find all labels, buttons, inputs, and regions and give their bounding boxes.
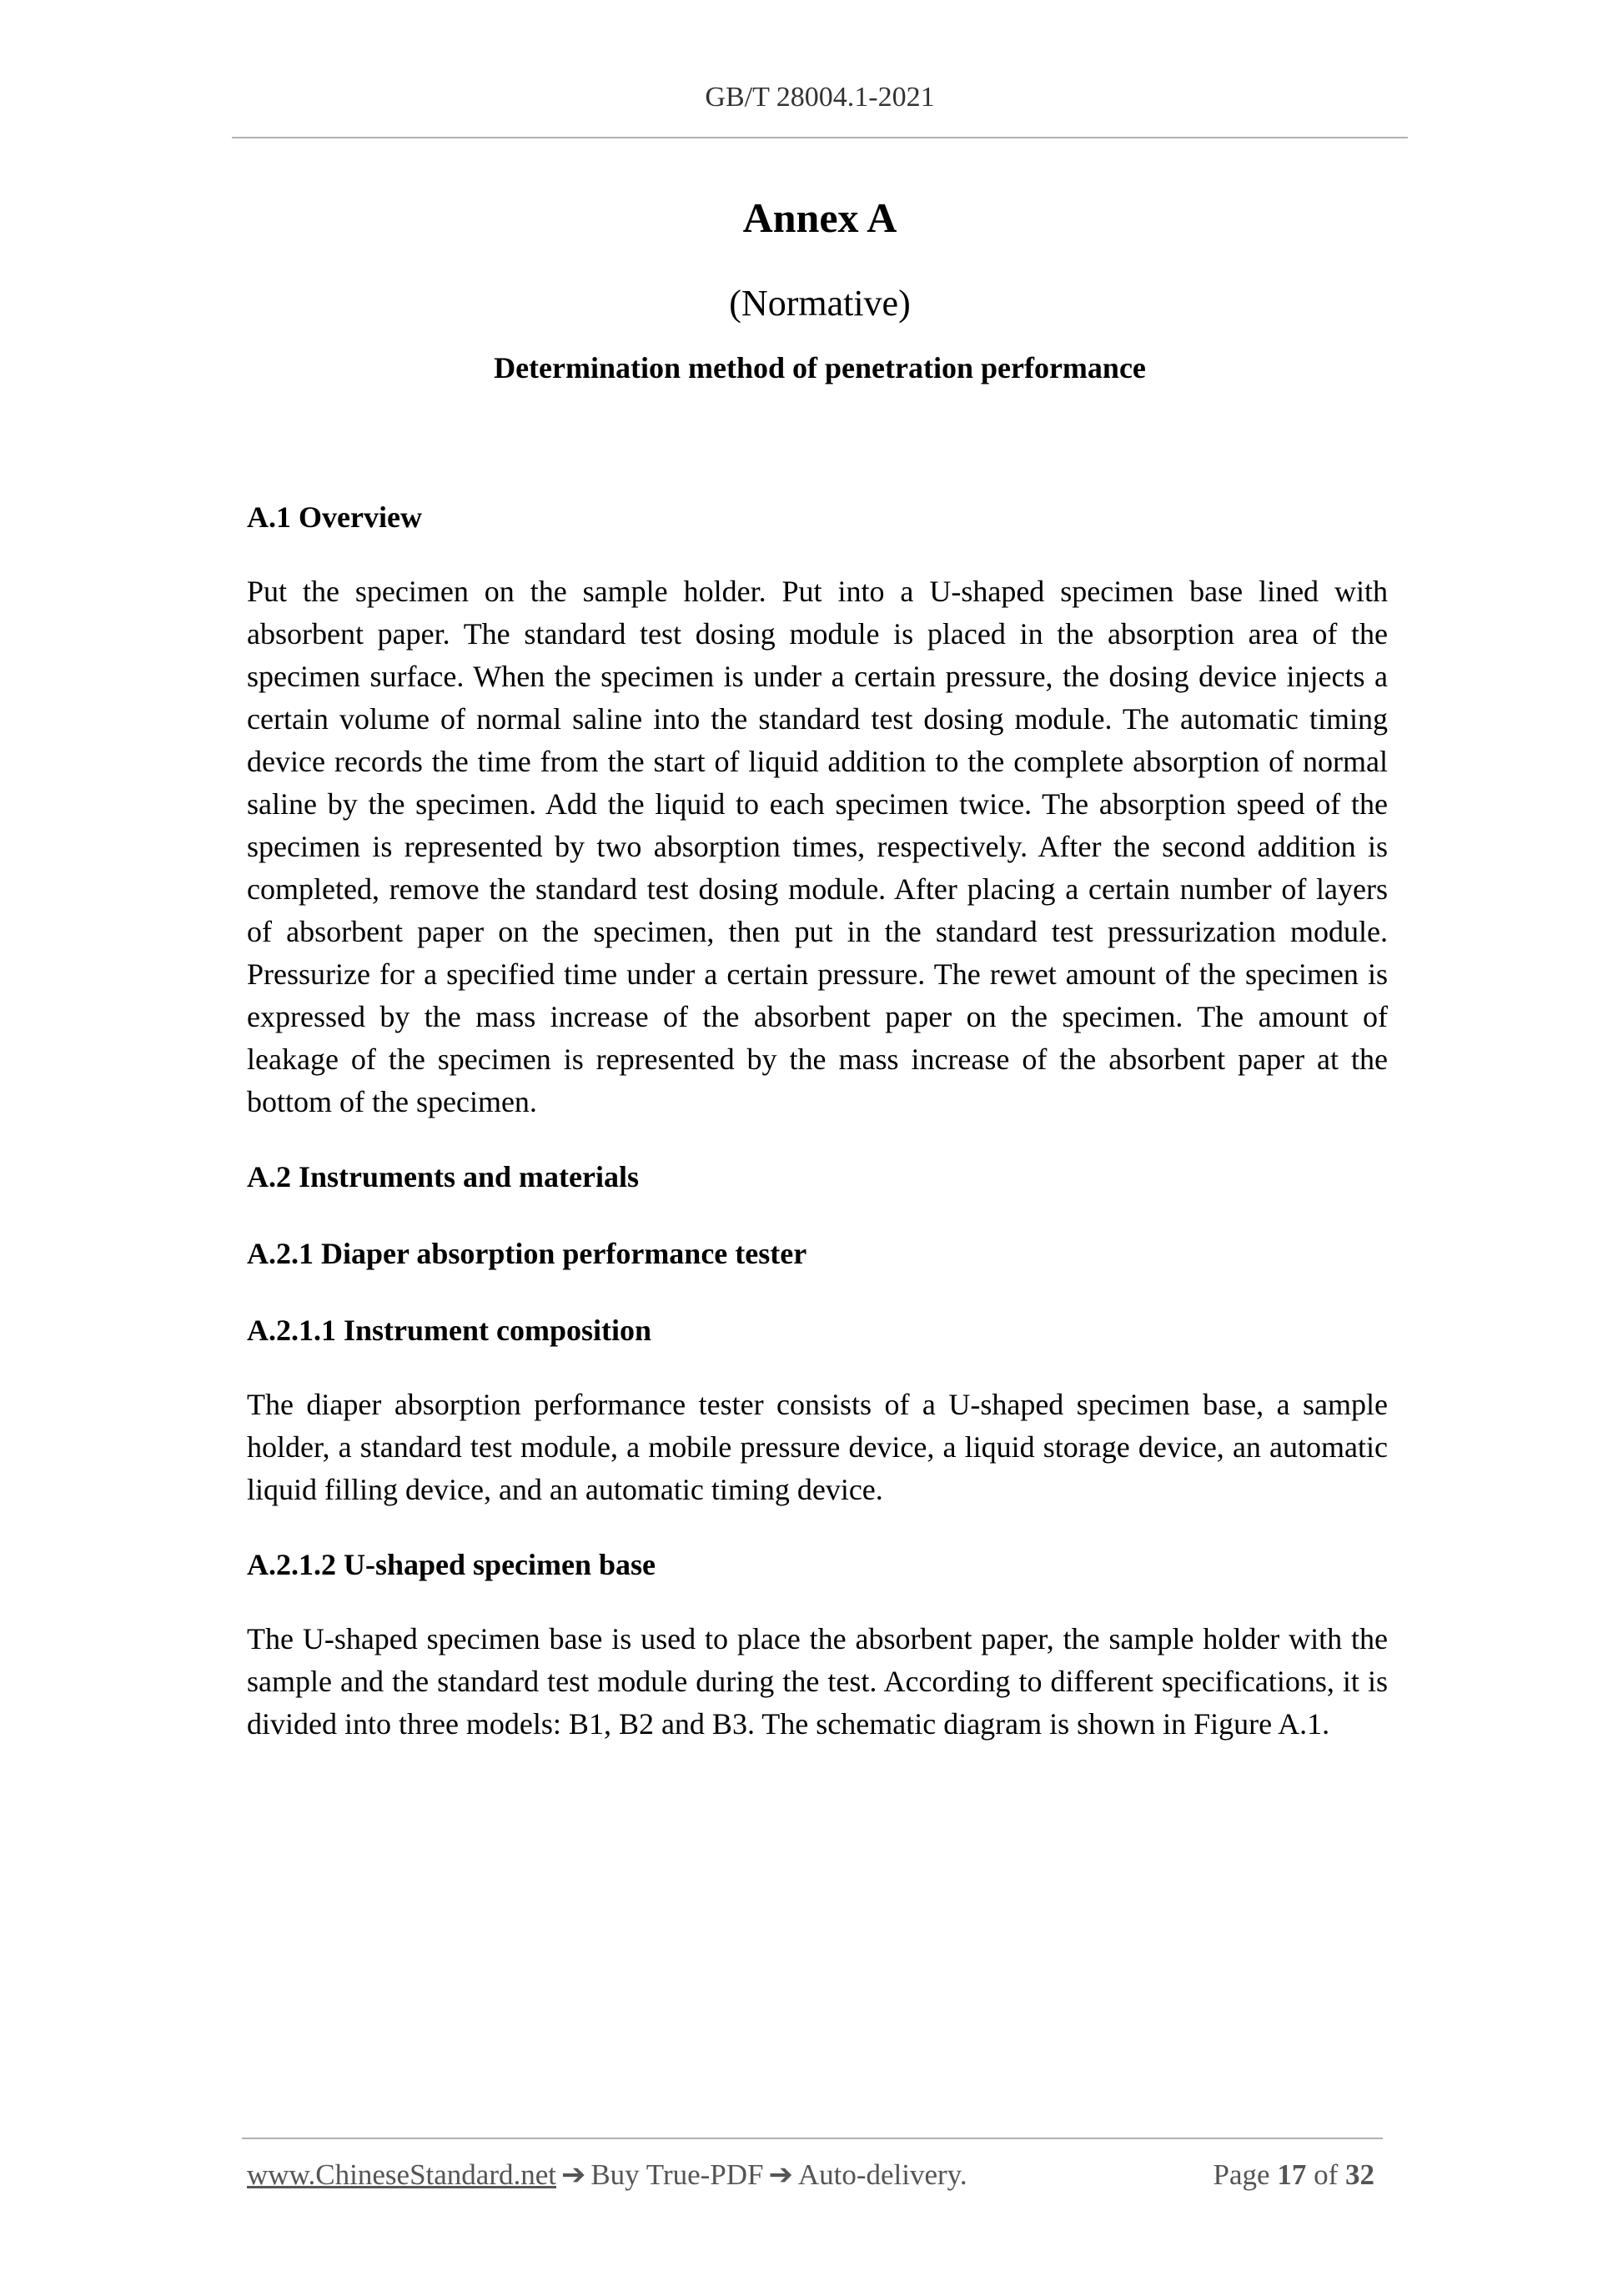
- footer-divider: [242, 2138, 1383, 2139]
- section-paragraph-a2-1-2: The U-shaped specimen base is used to place the absorbent paper, the sample holder with the sample and the standard test module during the test. According to different specifications, it is divided into three models: B1, B2 and B3. The schematic diagram is shown in Figure A.1.: [247, 1622, 1388, 1741]
- footer-promo: [247, 2158, 967, 2192]
- section-heading-a2: A.2 Instruments and materials: [247, 1160, 640, 1193]
- annex-title: Annex A: [742, 194, 897, 241]
- header-divider: [232, 137, 1408, 138]
- section-heading-a2-1-2: A.2.1.2 U-shaped specimen base: [247, 1548, 656, 1581]
- page-label: Page: [1213, 2158, 1270, 2191]
- total-pages: 32: [1345, 2158, 1374, 2191]
- section-heading-a2-1-1: A.2.1.1 Instrument composition: [247, 1314, 652, 1347]
- section-paragraph-a1: Put the specimen on the sample holder. Put into a U-shaped specimen base lined with absorbent paper. The standard test dosing module is placed in the absorption area of the specimen surface. When the specimen is under a certain pressure, the dosing device injects a certain volume of normal saline into the standard test dosing module. The automatic timing device records the time from the start of liquid addition to the complete absorption of normal saline by the specimen. Add the liquid to each specimen twice. The absorption speed of the specimen is represented by two absorption times, respectively. After the second addition is completed, remove the standard test dosing module. After placing a certain number of layers of absorbent paper on the specimen, then put in the standard test pressurization module. Pressurize for a specified time under a certain pressure. The rewet amount of the specimen is expressed by the mass increase of the absorbent paper on the specimen. The amount of leakage of the specimen is represented by the mass increase of the absorbent paper at the bottom of the specimen.: [247, 575, 1388, 1118]
- section-heading-a2-1: A.2.1 Diaper absorption performance tester: [247, 1237, 807, 1270]
- annex-heading: Determination method of penetration performance: [494, 351, 1146, 384]
- buy-text: Buy True-PDF: [590, 2158, 764, 2191]
- arrow-right-icon: ➔: [768, 2158, 793, 2191]
- website-link[interactable]: www.ChineseStandard.net: [247, 2158, 556, 2191]
- section-paragraph-a2-1-1: The diaper absorption performance tester consists of a U-shaped specimen base, a sample holder, a standard test module, a mobile pressure device, a liquid storage device, an automatic liquid filling device, and an automatic timing device.: [247, 1388, 1388, 1506]
- page-counter: [1213, 2158, 1374, 2192]
- delivery-text: Auto-delivery.: [797, 2158, 967, 2191]
- arrow-right-icon: ➔: [561, 2158, 586, 2191]
- running-header: GB/T 28004.1-2021: [705, 82, 935, 113]
- section-heading-a1: A.1 Overview: [247, 500, 422, 534]
- document-body: [247, 497, 1388, 1746]
- annex-status: (Normative): [729, 283, 911, 324]
- of-label: of: [1314, 2158, 1339, 2191]
- page-number: 17: [1277, 2158, 1307, 2191]
